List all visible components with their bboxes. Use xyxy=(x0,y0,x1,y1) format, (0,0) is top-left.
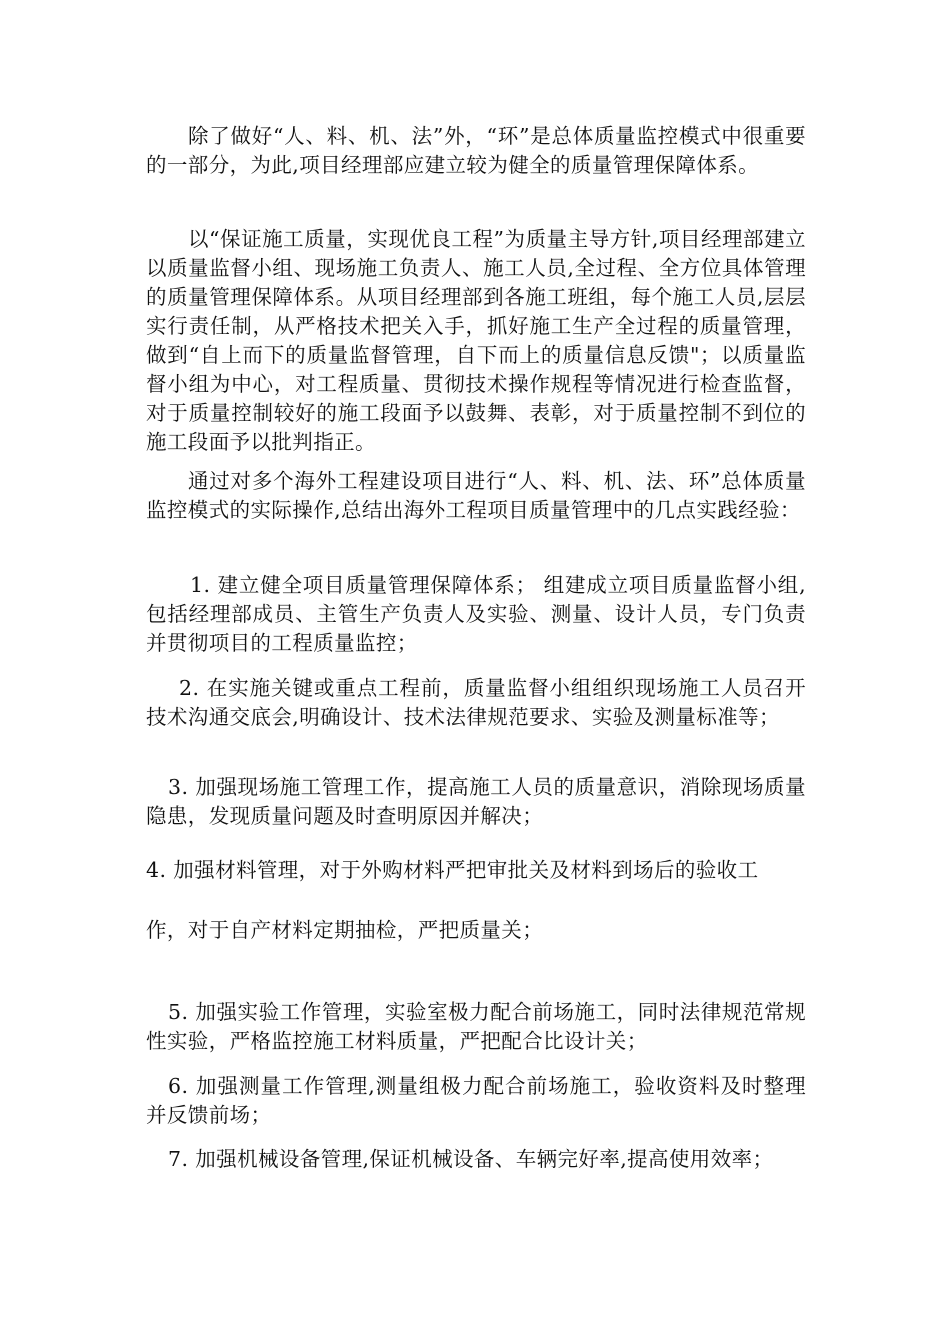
list-item-4-line-2: 作，对于自产材料定期抽检，严把质量关； xyxy=(146,918,544,942)
list-item-7: 7. 加强机械设备管理,保证机械设备、车辆完好率,提高使用效率； xyxy=(168,1147,774,1171)
paragraph-quality-policy: 以“保证施工质量，实现优良工程”为质量主导方针,项目经理部建立以质量监督小组、现场施工负责人、施工人员,全过程、全方位具体管理的质量管理保障体系。从项目经理部到各施工班组，每个施工人员,层层实行责任制，从严格技术把关入手，抓好施工生产全过程的质量管理，做到“自上而下的质量监督管理，自下而上的质量信息反馈"；以质量监督小组为中心，对工程质量、贯彻技术操作规程等情况进行检查监督，对于质量控制较好的施工段面予以鼓舞、表彰，对于质量控制不到位的施工段面予以批判指正。 xyxy=(146,227,806,454)
paragraph-intro: 除了做好“人、料、机、法”外，“环”是总体质量监控模式中很重要的一部分，为此,项目经理部应建立较为健全的质量管理保障体系。 xyxy=(146,124,806,177)
list-item-4-line-1: 4. 加强材料管理，对于外购材料严把审批关及材料到场后的验收工 xyxy=(146,858,759,882)
list-item-2: 2. 在实施关键或重点工程前，质量监督小组组织现场施工人员召开技术沟通交底会,明确设计、技术法律规范要求、实验及测量标准等； xyxy=(146,676,806,729)
list-item-6: 6. 加强测量工作管理,测量组极力配合前场施工，验收资料及时整理并反馈前场； xyxy=(146,1074,806,1127)
list-item-5: 5. 加强实验工作管理，实验室极力配合前场施工，同时法律规范常规性实验，严格监控施工材料质量，严把配合比设计关； xyxy=(146,1000,806,1053)
list-item-1: 1. 建立健全项目质量管理保障体系； 组建成立项目质量监督小组,包括经理部成员、主管生产负责人及实验、测量、设计人员，专门负责并贯彻项目的工程质量监控； xyxy=(146,573,806,655)
list-item-3: 3. 加强现场施工管理工作，提高施工人员的质量意识，消除现场质量隐患，发现质量问题及时查明原因并解决； xyxy=(146,775,806,828)
paragraph-practice-summary: 通过对多个海外工程建设项目进行“人、料、机、法、环”总体质量监控模式的实际操作,总结出海外工程项目质量管理中的几点实践经验： xyxy=(146,469,806,522)
